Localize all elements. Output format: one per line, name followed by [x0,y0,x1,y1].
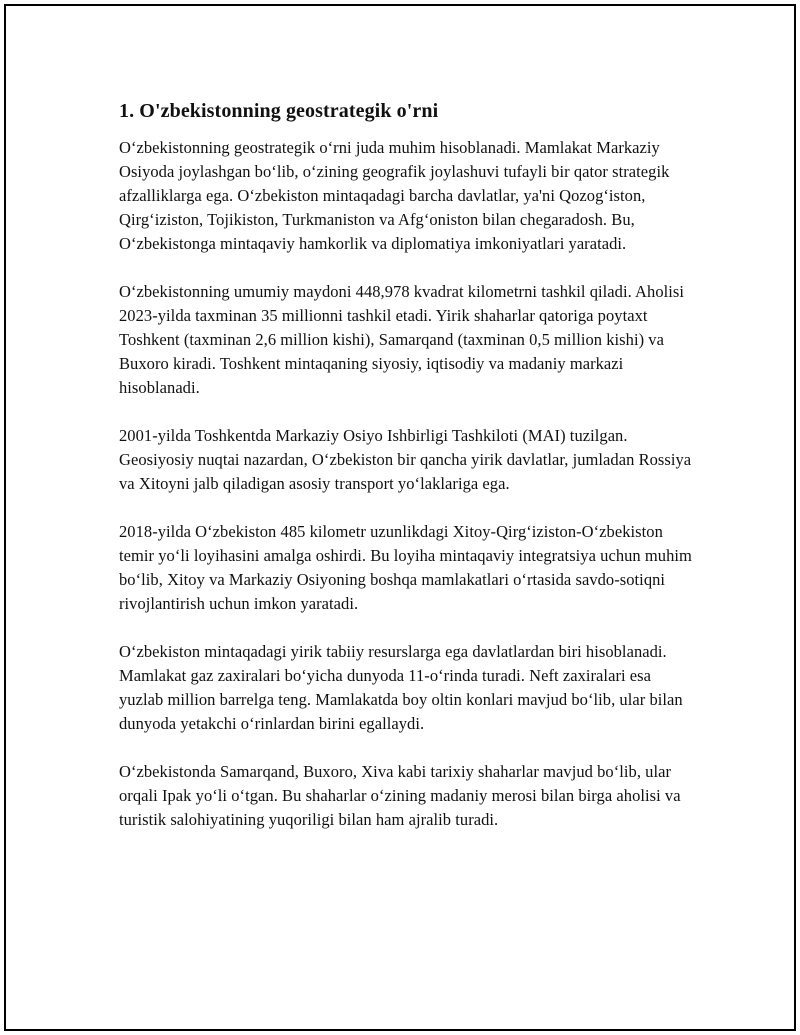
paragraph-resources: O‘zbekiston mintaqadagi yirik tabiiy resurslarga ega davlatlardan biri hisoblanadi. Mamlakat gaz zaxiralari bo‘yicha dunyoda 11-o‘rinda turadi. Neft zaxiralari esa yuzlab million barrelga teng. Mamlakatda boy oltin konlari mavjud bo‘lib, ular bilan dunyoda yetakchi o‘rinlardan birini egallaydi. [119,642,683,733]
paragraph-borders: O‘zbekistonning geostrategik o‘rni juda muhim hisoblanadi. Mamlakat Markaziy Osiyoda joylashgan bo‘lib, o‘zining geografik joylashuvi tufayli bir qator strategik afzalliklarga ega. O‘zbekiston mintaqadagi barcha davlatlar, ya'ni Qozog‘iston, Qirg‘iziston, Tojikiston, Turkmaniston va Afg‘oniston bilan chegaradosh. Bu, O‘zbekistonga mintaqaviy hamkorlik va diplomatiya imkoniyatlari yaratadi. [119,138,670,253]
paragraph-area-population: O‘zbekistonning umumiy maydoni 448,978 kvadrat kilometrni tashkil qiladi. Aholisi 2023-yilda taxminan 35 millionni tashkil etadi. Yirik shaharlar qatoriga poytaxt Toshkent (taxminan 2,6 million kishi), Samarqand (taxminan 0,5 million kishi) va Buxoro kiradi. Toshkent mintaqaning siyosiy, iqtisodiy va madaniy markazi hisoblanadi. [119,282,684,397]
paragraph-railway: 2018-yilda O‘zbekiston 485 kilometr uzunlikdagi Xitoy-Qirg‘iziston-O‘zbekiston temir yo‘li loyihasini amalga oshirdi. Bu loyiha mintaqaviy integratsiya uchun muhim bo‘lib, Xitoy va Markaziy Osiyoning boshqa mamlakatlari o‘rtasida savdo-sotiqni rivojlantirish uchun imkon yaratadi. [119,522,692,613]
page-frame [4,4,796,1031]
document-body [119,98,699,856]
document-title: 1. O'zbekistonning geostrategik o'rni [119,100,439,122]
paragraph-historic-cities: O‘zbekistonda Samarqand, Buxoro, Xiva kabi tarixiy shaharlar mavjud bo‘lib, ular orqali Ipak yo‘li o‘tgan. Bu shaharlar o‘zining madaniy merosi bilan birga aholisi va turistik salohiyatining yuqoriligi bilan ham ajralib turadi. [119,762,681,829]
paragraph-organization: 2001-yilda Toshkentda Markaziy Osiyo Ishbirligi Tashkiloti (MAI) tuzilgan. Geosiyosiy nuqtai nazardan, O‘zbekiston bir qancha yirik davlatlar, jumladan Rossiya va Xitoyni jalb qiladigan asosiy transport yo‘laklariga ega. [119,426,692,493]
